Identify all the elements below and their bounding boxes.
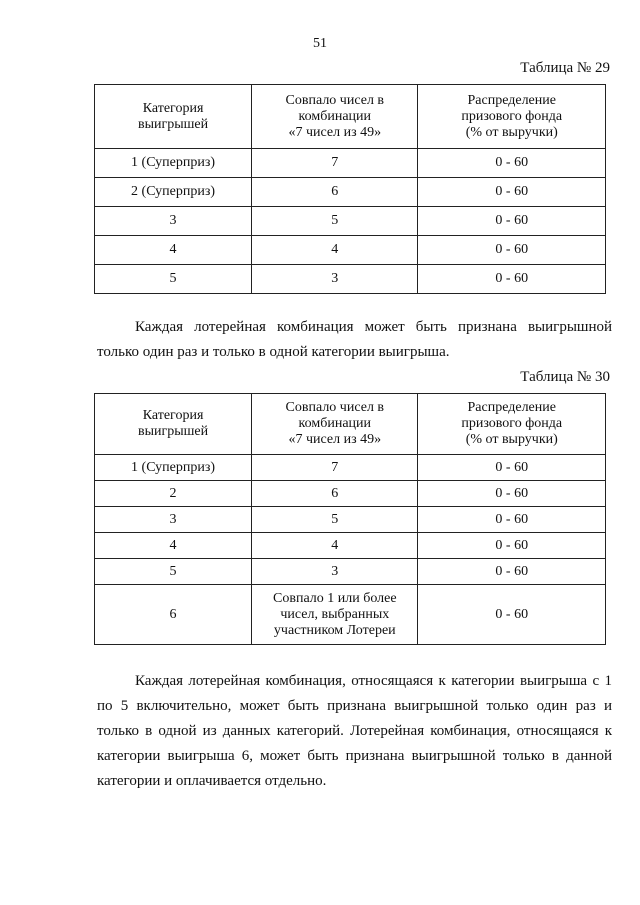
cell-matched: 3 [252,265,418,294]
table-header-row [95,394,606,455]
cell-prize: 0 - 60 [418,178,606,207]
cell-matched: Совпало 1 или более чисел, выбранных участником Лотереи [252,585,418,645]
cell-matched: 4 [252,236,418,265]
table-row [95,559,606,585]
cell-matched: 7 [252,149,418,178]
paragraph-1: Каждая лотерейная комбинация может быть признана выигрышной только один раз и только в одной категории выигрыша. [97,319,612,360]
header-prize-fund: Распределение призового фонда (% от выручки) [418,394,606,455]
table-30-caption: Таблица № 30 [520,369,610,385]
cell-matched: 5 [252,507,418,533]
header-category: Категория выигрышей [95,85,252,149]
header-prize-fund: Распределение призового фонда (% от выручки) [418,85,606,149]
cell-prize: 0 - 60 [418,559,606,585]
cell-prize: 0 - 60 [418,455,606,481]
cell-matched: 5 [252,207,418,236]
cell-prize: 0 - 60 [418,507,606,533]
table-header-row [95,85,606,149]
table-row [95,265,606,294]
cell-prize: 0 - 60 [418,481,606,507]
header-matched-numbers: Совпало чисел в комбинации «7 чисел из 49» [252,394,418,455]
cell-category: 3 [95,507,252,533]
cell-matched: 6 [252,481,418,507]
cell-prize: 0 - 60 [418,149,606,178]
table-row [95,149,606,178]
cell-prize: 0 - 60 [418,207,606,236]
paragraph-2: Каждая лотерейная комбинация, относящаяся к категории выигрыша с 1 по 5 включительно, может быть признана выигрышной только один раз и только в одной из данных категорий. Лотерейная комбинация, относящаяся к категории выигрыша 6, может быть признана выигрышной только в данной категории и оплачивается отдельно. [97,673,612,789]
table-29-caption: Таблица № 29 [520,60,610,76]
cell-category: 1 (Суперприз) [95,149,252,178]
table-row [95,236,606,265]
table-row [95,207,606,236]
cell-prize: 0 - 60 [418,236,606,265]
cell-prize: 0 - 60 [418,533,606,559]
cell-category: 5 [95,265,252,294]
cell-prize: 0 - 60 [418,265,606,294]
cell-category: 4 [95,533,252,559]
table-row [95,481,606,507]
header-matched-numbers: Совпало чисел в комбинации «7 чисел из 49» [252,85,418,149]
cell-matched: 6 [252,178,418,207]
table-row [95,585,606,645]
cell-matched: 7 [252,455,418,481]
cell-category: 2 [95,481,252,507]
cell-category: 2 (Суперприз) [95,178,252,207]
cell-category: 5 [95,559,252,585]
cell-prize: 0 - 60 [418,585,606,645]
cell-category: 4 [95,236,252,265]
table-row [95,533,606,559]
cell-category: 6 [95,585,252,645]
table-29 [94,84,606,294]
table-30 [94,393,606,645]
cell-matched: 4 [252,533,418,559]
cell-category: 1 (Суперприз) [95,455,252,481]
table-row [95,455,606,481]
page-number: 51 [313,36,327,51]
cell-matched: 3 [252,559,418,585]
header-category: Категория выигрышей [95,394,252,455]
cell-category: 3 [95,207,252,236]
table-row [95,507,606,533]
table-row [95,178,606,207]
